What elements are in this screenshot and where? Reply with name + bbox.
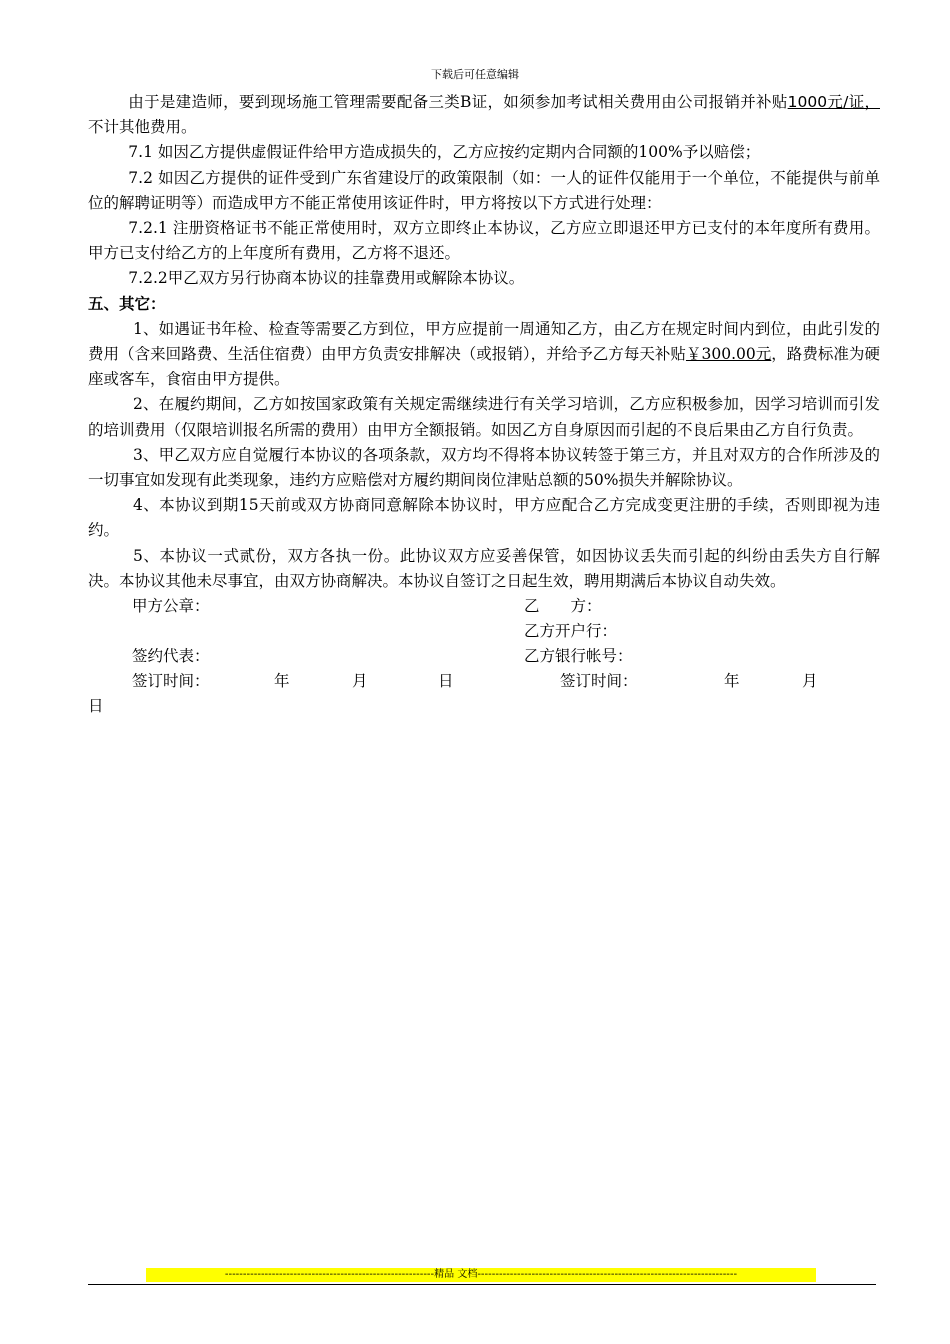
paragraph-item-4: 4、本协议到期15天前或双方协商同意解除本协议时，甲方应配合乙方完成变更注册的手续，否则即视为违约。 — [88, 496, 880, 540]
amount-underlined: 1000元/证， — [787, 93, 880, 111]
document-body — [88, 90, 880, 720]
text: 不计其他费用。 — [88, 118, 197, 137]
party-b-bank-label: 乙方开户行： — [524, 622, 618, 641]
sign-day-a: 日 — [438, 672, 454, 691]
party-b-label: 乙 方： — [524, 597, 602, 616]
footer-banner: ----------------------------------------------------------精品 文档------------------------------------------------------------------------ — [146, 1268, 816, 1282]
sign-date-label-b: 签订时间： — [560, 672, 638, 691]
paragraph-item-3: 3、甲乙双方应自觉履行本协议的各项条款，双方均不得将本协议转签于第三方，并且对双方的合作所涉及的一切事宜如发现有此类现象，违约方应赔偿对方履约期间岗位津贴总额的50%损失并解除协议。 — [88, 445, 880, 490]
sign-date-label-a: 签订时间： — [132, 672, 210, 691]
paragraph-item-2: 2、在履约期间，乙方如按国家政策有关规定需继续进行有关学习培训，乙方应积极参加，因学习培训而引发的培训费用（仅限培训报名所需的费用）由甲方全额报销。如因乙方自身原因而引起的不良后果由乙方自行负责。 — [88, 395, 880, 439]
header-note: 下载后可任意编辑 — [431, 68, 519, 81]
paragraph-7-2: 7.2 如因乙方提供的证件受到广东省建设厅的政策限制（如：一人的证件仅能用于一个单位，不能提供与前单位的解聘证明等）而造成甲方不能正常使用该证件时，甲方将按以下方式进行处理： — [88, 168, 880, 212]
representative-label: 签约代表： — [132, 647, 210, 666]
sign-month-b: 月 — [802, 672, 818, 691]
signature-block — [88, 594, 880, 720]
paragraph-7-1: 7.1 如因乙方提供虚假证件给甲方造成损失的，乙方应按约定期内合同额的100%予以赔偿； — [128, 143, 761, 162]
sign-month-a: 月 — [352, 672, 368, 691]
paragraph-certificate-subsidy — [88, 90, 880, 140]
party-b-account-label: 乙方银行帐号： — [524, 647, 633, 666]
party-a-seal-label: 甲方公章： — [132, 597, 210, 616]
paragraph-7-2-2: 7.2.2甲乙双方另行协商本协议的挂靠费用或解除本协议。 — [128, 269, 525, 288]
text: 由于是建造师，要到现场施工管理需要配备三类B证，如须参加考试相关费用由公司报销并补贴 — [128, 93, 788, 111]
sign-year-b: 年 — [724, 672, 740, 691]
footer-divider — [88, 1284, 876, 1285]
paragraph-item-5: 5、本协议一式贰份，双方各执一份。此协议双方应妥善保管，如因协议丢失而引起的纠纷由丢失方自行解决。本协议其他未尽事宜，由双方协商解决。本协议自签订之日起生效，聘用期满后本协议自动失效。 — [88, 546, 880, 590]
sign-year-a: 年 — [274, 672, 290, 691]
amount-underlined: ￥300.00元 — [685, 345, 772, 364]
sign-day-b: 日 — [88, 697, 104, 716]
text: 1、如遇证书年检、检查等需要乙方到位，甲方应提前一周通知乙方，由乙方在规定时间内到位，由此引发的费用（含来回路费、生活住宿费）由甲方负责安排解决（或报销），并给予乙方每天补贴 — [88, 319, 880, 364]
paragraph-7-2-1: 7.2.1 注册资格证书不能正常使用时，双方立即终止本协议，乙方应立即退还甲方已支付的本年度所有费用。甲方已支付给乙方的上年度所有费用，乙方将不退还。 — [88, 219, 880, 263]
paragraph-item-1 — [88, 317, 880, 393]
text: ，路费标准为硬座或客车，食宿由甲方提供。 — [88, 345, 880, 389]
section-heading-other: 五、其它： — [88, 294, 166, 313]
